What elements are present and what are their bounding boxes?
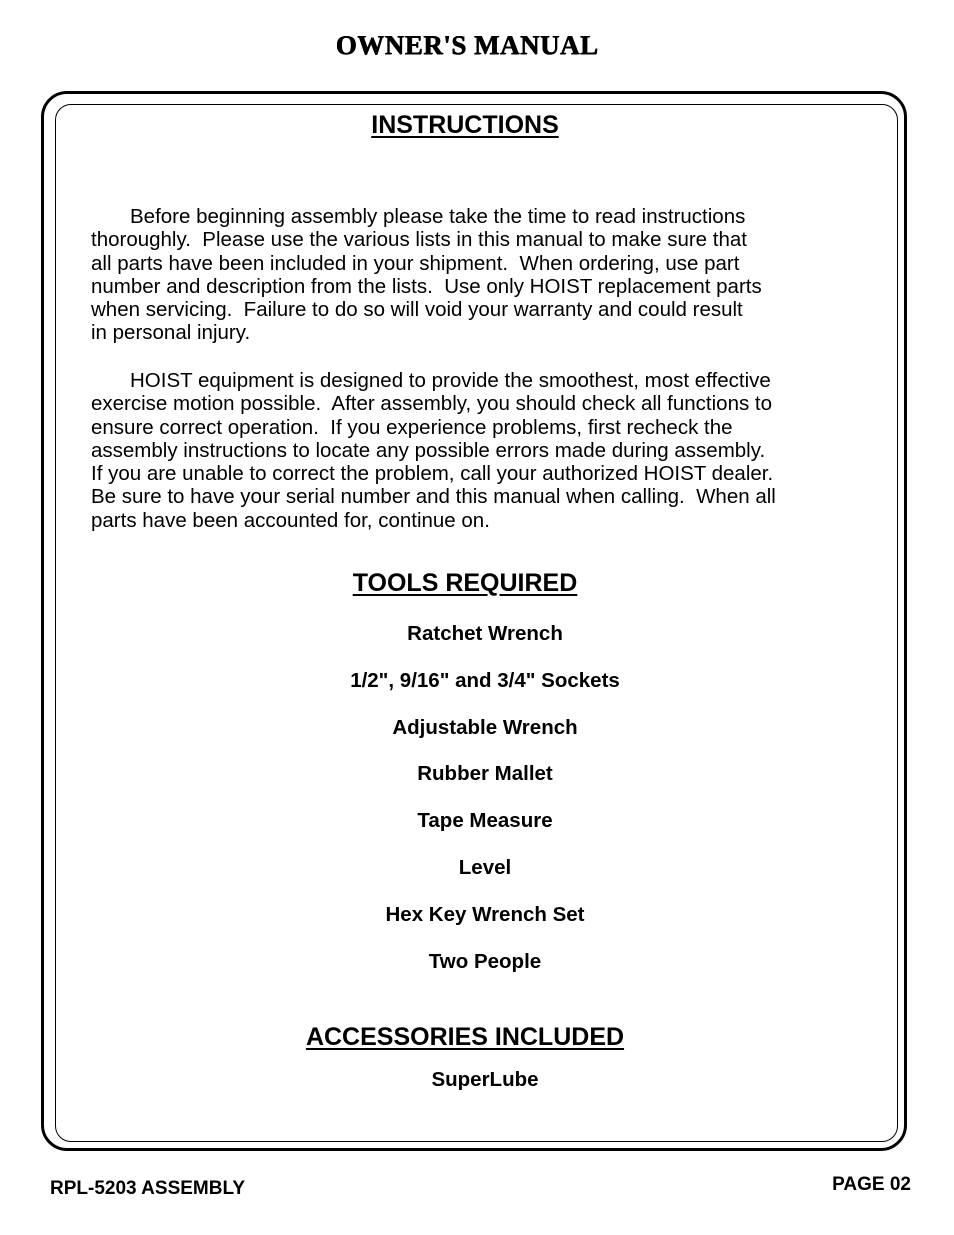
- tools-list: [0, 620, 954, 994]
- footer-document-id: RPL-5203 ASSEMBLY: [50, 1178, 245, 1199]
- page-title: OWNER'S MANUAL: [335, 30, 599, 60]
- instructions-paragraph-2: [91, 369, 881, 532]
- paragraph-line: in personal injury.: [91, 321, 251, 345]
- tool-item: Ratchet Wrench: [407, 622, 563, 645]
- tool-item: 1/2", 9/16" and 3/4" Sockets: [350, 668, 620, 692]
- paragraph-line: number and description from the lists. Use only HOIST replacement parts: [91, 274, 762, 298]
- paragraph-line: ensure correct operation. If you experience problems, first recheck the: [91, 415, 733, 439]
- tool-item: Two People: [428, 949, 542, 973]
- footer-page-number: PAGE 02: [832, 1174, 911, 1195]
- paragraph-line: If you are unable to correct the problem, call your authorized HOIST dealer.: [91, 462, 774, 486]
- paragraph-line: Before beginning assembly please take the time to read instructions: [130, 205, 746, 228]
- tool-item: Level: [458, 855, 512, 879]
- instructions-paragraph-1: [91, 205, 881, 345]
- paragraph-line: Be sure to have your serial number and this manual when calling. When all: [91, 485, 776, 509]
- paragraph-line: thoroughly. Please use the various lists in this manual to make sure that: [91, 228, 747, 252]
- accessories-heading: ACCESSORIES INCLUDED: [305, 1023, 625, 1051]
- tool-item: Hex Key Wrench Set: [385, 902, 585, 926]
- paragraph-line: HOIST equipment is designed to provide the smoothest, most effective: [130, 369, 771, 392]
- accessory-item: SuperLube: [431, 1068, 539, 1091]
- paragraph-line: exercise motion possible. After assembly, you should check all functions to: [91, 392, 773, 416]
- paragraph-line: parts have been accounted for, continue on.: [91, 508, 490, 532]
- paragraph-line: all parts have been included in your shipment. When ordering, use part: [91, 251, 740, 275]
- tools-required-heading: TOOLS REQUIRED: [352, 569, 578, 597]
- tool-item: Tape Measure: [417, 809, 553, 833]
- paragraph-line: when servicing. Failure to do so will void your warranty and could result: [91, 298, 743, 322]
- instructions-heading: INSTRUCTIONS: [371, 111, 559, 139]
- tool-item: Adjustable Wrench: [392, 715, 578, 739]
- tool-item: Rubber Mallet: [417, 762, 553, 786]
- paragraph-line: assembly instructions to locate any possible errors made during assembly.: [91, 438, 766, 462]
